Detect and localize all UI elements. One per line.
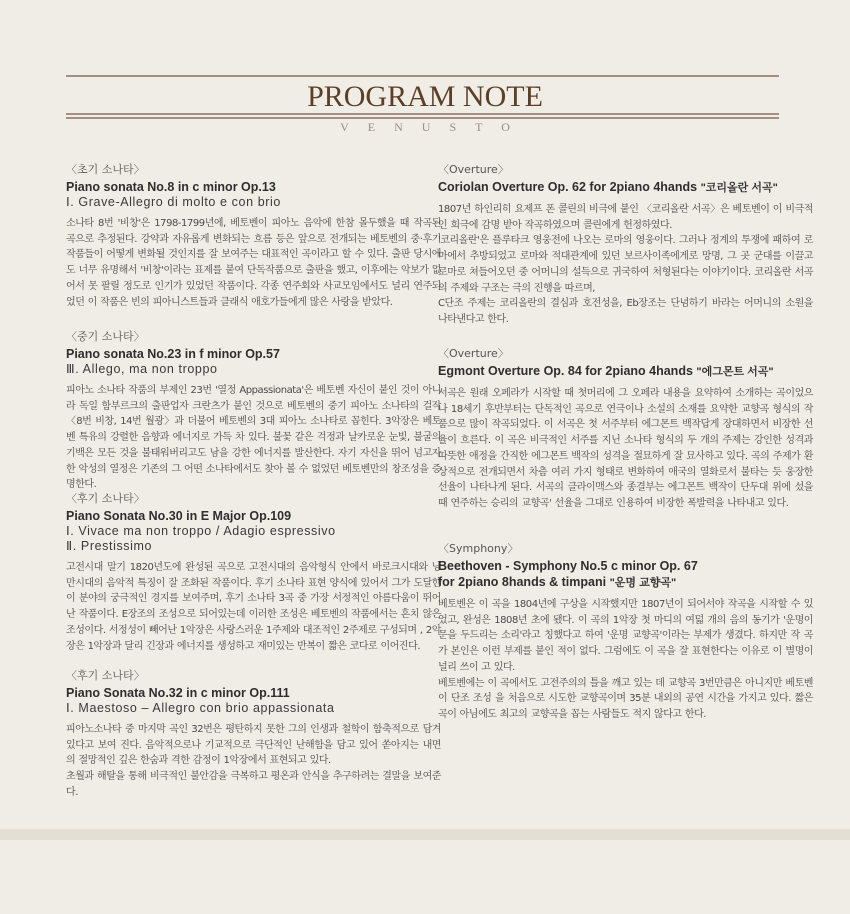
movement: Ⅰ. Maestoso – Allegro con brio appassionata: [66, 701, 335, 715]
piece-title-text: Beethoven - Symphony No.5 c minor Op. 67: [438, 559, 698, 573]
movement: Ⅱ. Prestissimo: [66, 539, 153, 553]
program-section: [438, 163, 813, 347]
piece-title-korean: "코리올란 서곡": [700, 182, 778, 194]
section-category: 〈후기 소나타〉: [66, 669, 145, 682]
section-body: 피아노 소나타 작품의 부제인 23번 '열정 Appassionata'은 베토벤 자신이 붙인 것이 아니라 독일 함부르크의 출판업자 크란츠가 붙인 것으로 베토벤의 중기 피아노 소나타의 걸작 〈8번 비창, 14번 월광〉과 더불어 베토벤의 3대 피아노 소나타로 꼽힌다. 3악장은 베토벤 특유의 강렬한 음향과 에너지로 가득 차 있다. 불꽃 같은 걱정과 날카로운 눈빛, 불굴의 기백은 모든 것을 불태워버리고도 남을 강한 에너지를 발산한다. 자기 자신을 뛰어 넘고자 한 악성의 열정은 기존의 그 어떤 소나타에서도 찾아 볼 수 없었던 베토벤만의 창조성을 증명한다.: [66, 385, 441, 491]
double-rule-upper: [66, 113, 779, 115]
section-category: 〈중기 소나타〉: [66, 330, 145, 343]
section-body: 서곡은 원래 오페라가 시작할 때 첫머리에 그 오페라 내용을 요약하여 소개하는 곡이었으나 18세기 후반부터는 단독적인 곡으로 연극이나 소설의 소재를 요약한 교향곡 형식의 작품으로 많이 작곡되었다. 이 서곡은 첫 서주부터 에그몬트 백작답게 장대하면서 비장한 선율이 흐른다. 이 곡은 비극적인 서주를 지닌 소나타 형식의 두 개의 주제는 강인한 성격과 따뜻한 애정을 간직한 에그몬트 백작의 성격을 절묘하게 잘 묘사하고 있다. 곡의 주제가 환상적으로 전개되면서 차츰 여러 가지 형태로 변화하여 애국의 열화로서 불타는 듯 웅장한 선율이 나타나게 된다. 서곡의 클라이맥스와 종결부는 에그몬트 백작이 단두대 위에 섰을 때 연주하는 승리의 교향곡' 선율을 그대로 인용하여 비장한 폭발력을 나타내고 있다.: [438, 388, 813, 509]
section-body: 1807년 하인리히 요제프 폰 콜린의 비극에 붙인 〈코리올란 서곡〉은 베토벤이 이 비극적인 희극에 감명 받아 작곡하였으며 콜린에게 헌정하였다. '코리올란'은 플루타크 영웅전에 나오는 로마의 영웅이다. 그러나 정계의 투쟁에 패하여 로마에서 추방되었고 로마와 적대관계에 있던 보르사이족에게로 망명, 그 곳 군대를 이끌고 로마로 쳐들어오던 중 어머니의 설득으로 귀국하여 처형된다는 이야기이다. 코리올란 서곡의 주제와 구조는 극의 진행을 따르며, C단조 주제는 코리올란의 결심과 호전성을, Eb장조는 단념하기 바라는 어머니의 소원을 나타낸다고 한다.: [438, 204, 813, 325]
piece-title-text: Egmont Overture Op. 84 for 2piano 4hands: [438, 364, 693, 378]
piece-title-korean: "운명 교향곡": [609, 577, 677, 589]
program-section: [66, 492, 441, 669]
footer-band: [0, 829, 850, 840]
section-category: 〈Overture〉: [438, 163, 509, 176]
section-category: 〈후기 소나타〉: [66, 492, 145, 505]
piece-title-line2: for 2piano 8hands & timpani: [438, 575, 607, 589]
piece-title: [438, 179, 813, 196]
piece-title: Piano Sonata No.30 in E Major Op.109: [66, 509, 292, 523]
movement: Ⅰ. Grave-Allegro di molto e con brio: [66, 195, 281, 209]
movement: Ⅰ. Vivace ma non troppo / Adagio espressivo: [66, 524, 336, 538]
section-category: 〈초기 소나타〉: [66, 163, 145, 176]
piece-title-text: Coriolan Overture Op. 62 for 2piano 4hands: [438, 180, 698, 194]
left-column: [66, 163, 441, 801]
piece-title: Piano sonata No.8 in c minor Op.13: [66, 180, 276, 194]
piece-title-korean: "에그몬트 서곡": [696, 366, 774, 378]
program-section: [66, 163, 441, 330]
page-subtitle: VENUSTO: [340, 120, 529, 134]
section-category: 〈Overture〉: [438, 347, 509, 360]
page-title: PROGRAM NOTE: [307, 80, 543, 113]
double-rule-lower: [66, 117, 779, 119]
program-section: [438, 347, 813, 542]
movement: Ⅲ. Allego, ma non troppo: [66, 362, 218, 376]
section-category: 〈Symphony〉: [438, 542, 519, 555]
piece-title: Piano Sonata No.32 in c minor Op.111: [66, 686, 290, 700]
piece-title: [438, 363, 813, 380]
program-section: [66, 669, 441, 801]
section-body: 소나타 8번 '비창'은 1798-1799년에, 베토벤이 피아노 음악에 한참 몰두했을 때 작곡된 곡으로 추정된다. 강약과 자유롭게 변화되는 흐름 등은 앞으로 전개되는 베토벤의 중·후기 작품들이 어떻게 변화될 것인지를 잘 보여주는 대표적인 곡이라고 할 수 있다. 출판 당시에도 너무 유명해서 '비창'이라는 표제를 붙여 단독작품으로 출판을 했고, 이후에는 악보가 없어서 못 팔릴 정도로 인기가 있었던 작품이다. 각종 연주회와 사교모임에서도 널리 연주되었던 이 작품은 빈의 피아니스트들과 클래식 애호가들에게 많은 사랑을 받았다.: [66, 218, 441, 308]
piece-title: Piano sonata No.23 in f minor Op.57: [66, 347, 280, 361]
right-column: [438, 163, 813, 723]
section-body: 피아노소나타 중 마지막 곡인 32번은 평탄하지 못한 그의 인생과 철학이 함축적으로 담겨있다고 보여 진다. 음악적으로나 기교적으로 극단적인 난해함을 담고 있어 쏟아지는 내면의 절망적인 깊은 한숨과 격한 감정이 1악장에서 표현되고 있다. 초월과 해탈을 통해 비극적인 불안감을 극복하고 평온과 안식을 추구하려는 결말을 보여준다.: [66, 724, 441, 798]
program-section: [66, 330, 441, 492]
program-section: [438, 542, 813, 723]
top-rule: [66, 75, 779, 77]
section-body: 베토벤은 이 곡을 1804년에 구상을 시작했지만 1807년이 되어서야 작곡을 시작할 수 있었고, 완성은 1808년 초에 됐다. 이 곡의 1악장 첫 마디의 여덟 개의 음의 동기가 '운명이 문을 두드리는 소리'라고 칭했다고 하여 '운명 교향곡'이라는 부제가 생겼다. 하지만 작 곡가 본인은 이런 부제를 붙인 적이 없다. 그럼에도 이 곡을 잘 표현한다는 이유로 이 별명이 널리 쓰이 고 있다. 베토벤에는 이 곡에서도 고전주의의 틀을 깨고 있는 데 교향곡 3번만큼은 아니지만 베토벤이 단조 조성 을 처음으로 시도한 교향곡이며 35분 내외의 공연 시간을 가지고 있다. 짧은 곡이 아님에도 최고의 교향곡을 꼽는 사람들도 적지 않다고 한다.: [438, 599, 813, 720]
section-body: 고전시대 말기 1820년도에 완성된 곡으로 고전시대의 음악형식 안에서 바로크시대와 낭만시대의 음악적 특징이 잘 조화된 작품이다. 후기 소나타 표현 양식에 있어서 그가 도달한 이 분야의 궁극적인 경지를 보여주며, 후기 소나타 3곡 중 가장 서정적인 아름다움이 뛰어난 작품이다. E장조의 조성으로 되어있는데 이러한 조성은 베토벤의 작품에서는 흔치 않은 조성이다. 서정성이 빼어난 1악장은 사랑스러운 1주제와 대조적인 2주제로 구성되며 , 2악장은 1악장과 달리 긴장과 에너지를 생성하고 재미있는 반복이 짧은 코다로 이어진다.: [66, 562, 441, 652]
piece-title: [438, 558, 813, 591]
page-header: [0, 0, 850, 150]
